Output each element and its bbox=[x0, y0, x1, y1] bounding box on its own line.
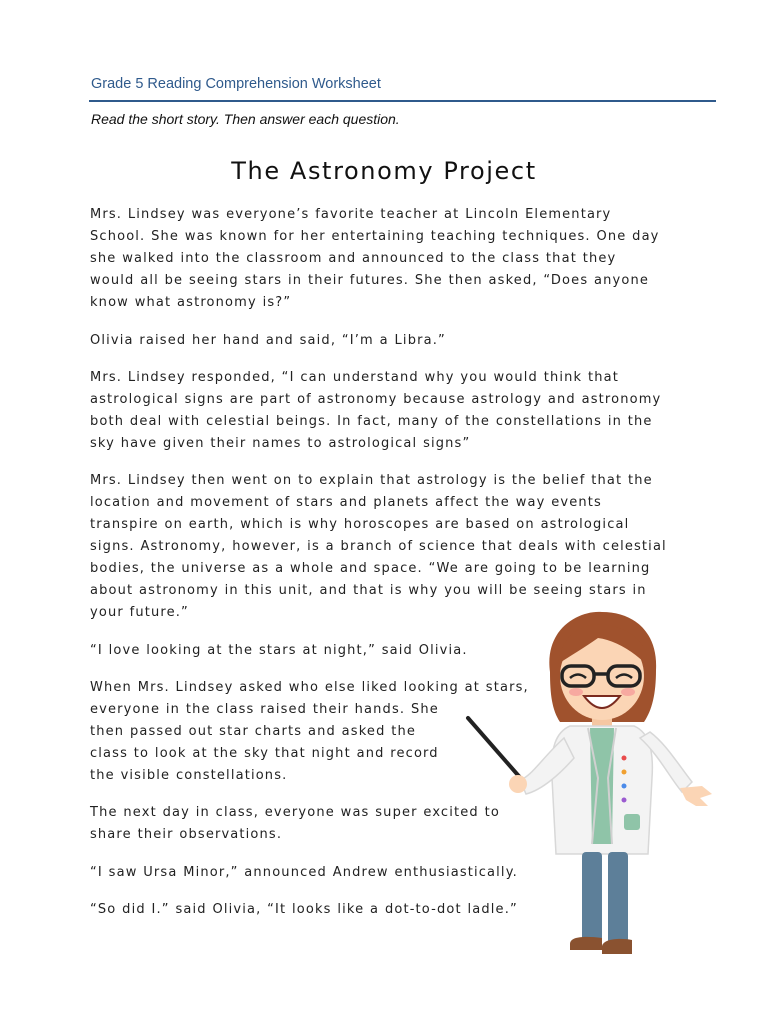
story-line: everyone in the class raised their hands. She bbox=[90, 702, 439, 717]
story-paragraph bbox=[90, 330, 446, 352]
hand-right bbox=[680, 786, 712, 806]
blush-right bbox=[621, 688, 635, 696]
coat-button bbox=[622, 756, 627, 761]
story-line: then passed out star charts and asked the bbox=[90, 724, 417, 739]
story-title: The Astronomy Project bbox=[231, 157, 537, 185]
worksheet-header-title: Grade 5 Reading Comprehension Worksheet bbox=[91, 76, 381, 92]
story-line: bodies, the universe as a whole and space. “We are going to be learning bbox=[90, 561, 651, 576]
story-paragraph bbox=[90, 204, 660, 314]
story-line: location and movement of stars and planets affect the way events bbox=[90, 495, 602, 510]
header-divider bbox=[89, 100, 716, 102]
story-line: the visible constellations. bbox=[90, 768, 288, 783]
story-line: “I saw Ursa Minor,” announced Andrew enthusiastically. bbox=[90, 865, 518, 880]
story-line: “So did I.” said Olivia, “It looks like a dot-to-dot ladle.” bbox=[90, 902, 518, 917]
story-line: she walked into the classroom and announced to the class that they bbox=[90, 251, 617, 266]
leg-right bbox=[608, 852, 628, 944]
shoe-left bbox=[570, 937, 602, 950]
coat-button bbox=[622, 770, 627, 775]
story-line: know what astronomy is?” bbox=[90, 295, 292, 310]
story-line: astrological signs are part of astronomy because astrology and astronomy bbox=[90, 392, 662, 407]
story-line: sky have given their names to astrological signs” bbox=[90, 436, 471, 451]
shoe-right bbox=[602, 939, 632, 954]
story-line: both deal with celestial beings. In fact, many of the constellations in the bbox=[90, 414, 653, 429]
story-line: your future.” bbox=[90, 605, 189, 620]
story-line: “I love looking at the stars at night,” said Olivia. bbox=[90, 643, 468, 658]
story-line: would all be seeing stars in their futures. She then asked, “Does anyone bbox=[90, 273, 650, 288]
leg-left bbox=[582, 852, 602, 944]
story-line: Mrs. Lindsey responded, “I can understand why you would think that bbox=[90, 370, 619, 385]
story-line: Mrs. Lindsey was everyone’s favorite teacher at Lincoln Elementary bbox=[90, 207, 612, 222]
story-line: Olivia raised her hand and said, “I’m a Libra.” bbox=[90, 333, 446, 348]
instructions-text: Read the short story. Then answer each question. bbox=[91, 111, 400, 127]
story-line: about astronomy in this unit, and that is why you will be seeing stars in bbox=[90, 583, 647, 598]
story-line: Mrs. Lindsey then went on to explain that astrology is the belief that the bbox=[90, 473, 653, 488]
story-paragraph bbox=[90, 802, 500, 846]
story-line: signs. Astronomy, however, is a branch of science that deals with celestial bbox=[90, 539, 667, 554]
story-paragraph bbox=[90, 640, 468, 662]
story-paragraph bbox=[90, 367, 661, 455]
story-paragraph bbox=[90, 470, 667, 624]
hand-left bbox=[509, 775, 527, 793]
story-line: share their observations. bbox=[90, 827, 283, 842]
blush-left bbox=[569, 688, 583, 696]
pointer-stick bbox=[468, 718, 524, 782]
story-line: transpire on earth, which is why horoscopes are based on astrological bbox=[90, 517, 630, 532]
story-line: class to look at the sky that night and record bbox=[90, 746, 439, 761]
story-line: The next day in class, everyone was super excited to bbox=[90, 805, 500, 820]
coat-button bbox=[622, 784, 627, 789]
coat-button bbox=[622, 798, 627, 803]
story-line: School. She was known for her entertaining teaching techniques. One day bbox=[90, 229, 660, 244]
teacher-with-pointer-icon bbox=[452, 608, 722, 964]
coat-pocket bbox=[624, 814, 640, 830]
story-line: When Mrs. Lindsey asked who else liked looking at stars, bbox=[90, 680, 529, 695]
